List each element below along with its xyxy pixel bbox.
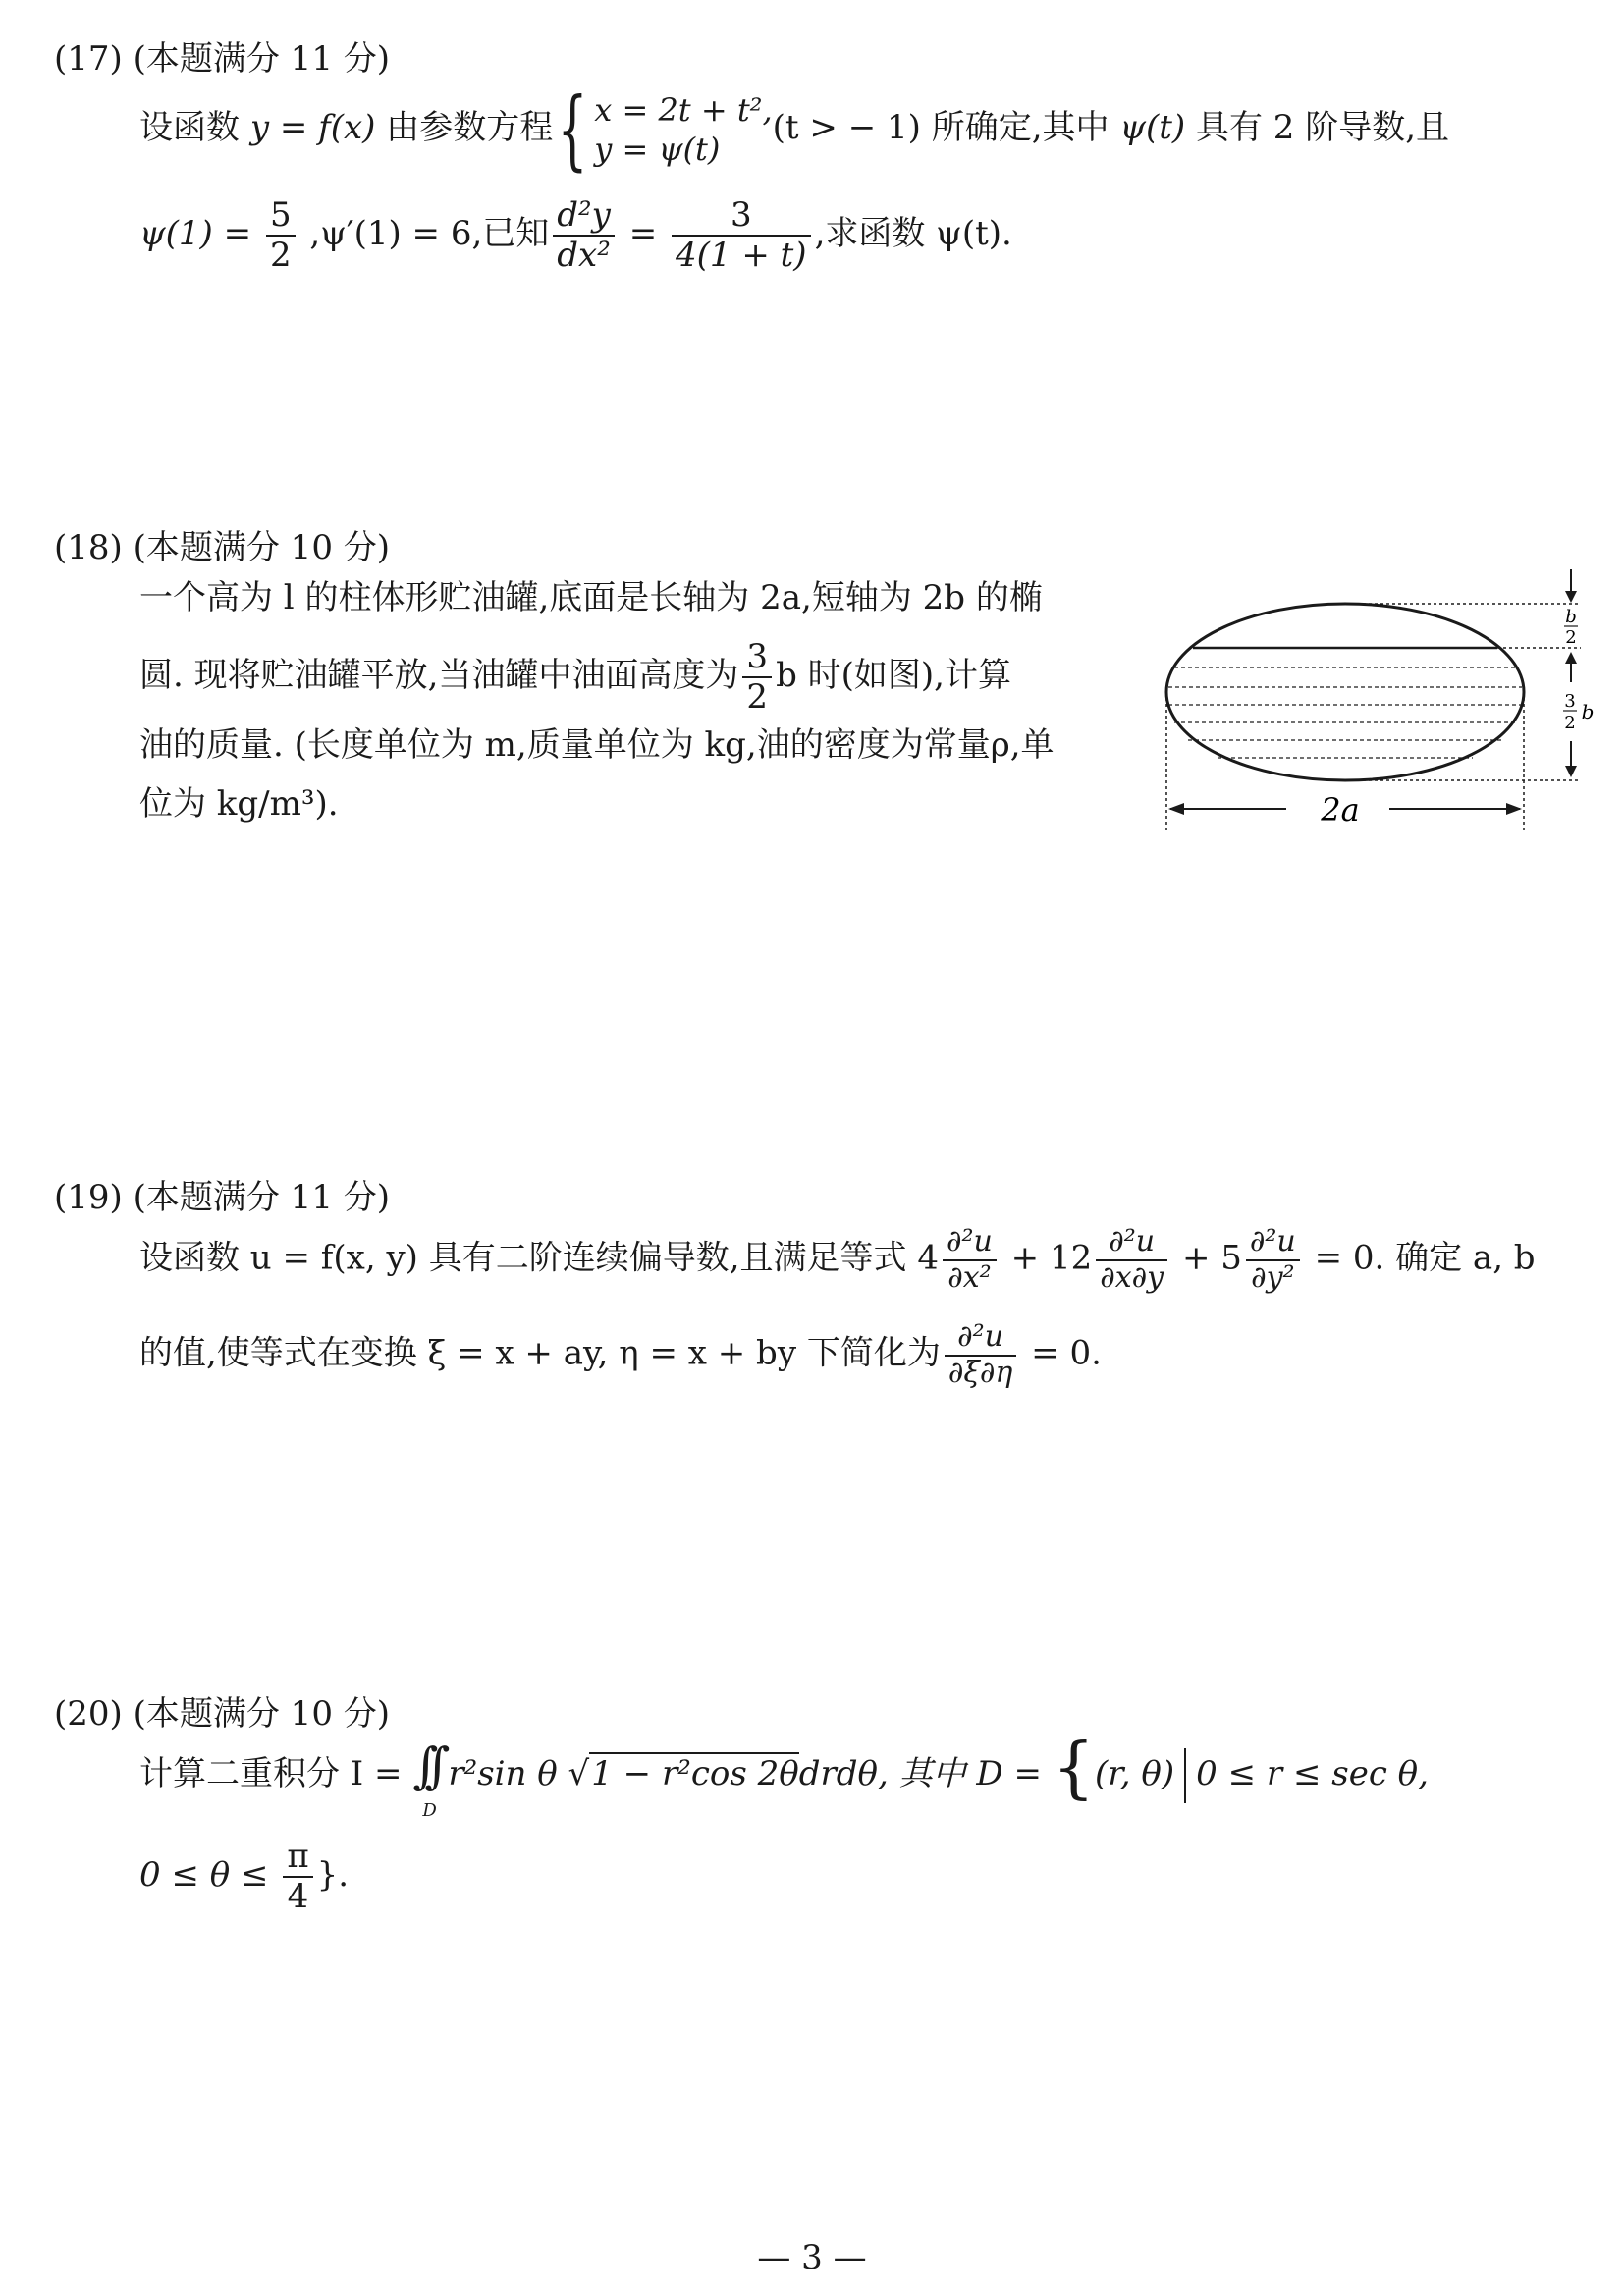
numerator: ∂²u xyxy=(1096,1225,1167,1261)
text: 具有 2 阶导数,且 xyxy=(1185,108,1450,147)
question-20-line-2 xyxy=(139,1838,349,1916)
question-18-line-3: 油的质量. (长度单位为 m,质量单位为 kg,油的密度为常量ρ,单 xyxy=(139,725,1055,765)
ellipse-outline xyxy=(1166,604,1524,780)
question-number: (19) xyxy=(54,1178,123,1217)
set-condition-r: 0 ≤ r ≤ sec θ, xyxy=(1196,1754,1429,1793)
set-close: }. xyxy=(316,1855,350,1896)
text: = 0. 确定 a, b xyxy=(1303,1238,1536,1278)
label-width: 2a xyxy=(1321,791,1360,828)
question-score: (本题满分 11 分) xyxy=(133,1178,391,1217)
width-arrow-left-head xyxy=(1168,803,1184,815)
question-19-line-1 xyxy=(139,1225,1536,1295)
integral-domain: D xyxy=(422,1800,437,1821)
set-bar xyxy=(1184,1748,1186,1803)
numerator: 5 xyxy=(266,196,296,237)
denominator: 4(1 + t) xyxy=(676,236,807,276)
question-18-line-4: 位为 kg/m³). xyxy=(139,784,339,824)
bottom-arrow-head xyxy=(1565,766,1577,777)
rhs-fraction xyxy=(672,196,811,275)
denominator: ∂y² xyxy=(1251,1259,1295,1295)
width-arrow-right-head xyxy=(1506,803,1522,815)
label-top-num: b xyxy=(1565,607,1577,627)
fraction-3-2 xyxy=(742,638,772,717)
denominator: 2 xyxy=(269,236,292,276)
question-number: (18) xyxy=(54,528,123,567)
page-number: — 3 — xyxy=(757,2238,867,2277)
question-number: (20) xyxy=(54,1694,123,1734)
denominator: ∂ξ∂η xyxy=(947,1355,1013,1390)
label-side-num: 3 xyxy=(1564,691,1576,712)
numerator: ∂²u xyxy=(945,1320,1017,1357)
denominator: dx² xyxy=(557,236,611,276)
denominator: ∂x∂y xyxy=(1100,1259,1164,1295)
question-score: (本题满分 11 分) xyxy=(133,39,391,79)
question-score: (本题满分 10 分) xyxy=(133,528,391,567)
text: b 时(如图),计算 xyxy=(776,656,1011,696)
system-row-2: y = ψ(t) xyxy=(594,131,721,168)
partial-yy xyxy=(1246,1225,1300,1295)
text: = 0. xyxy=(1020,1333,1102,1373)
question-18-line-1: 一个高为 l 的柱体形贮油罐,底面是长轴为 2a,短轴为 2b 的椭 xyxy=(139,578,1043,617)
question-20-line-1 xyxy=(139,1730,1429,1821)
question-17-header xyxy=(54,31,390,80)
text: ,求函数 ψ(t). xyxy=(814,214,1012,254)
question-17-line-1 xyxy=(139,78,1450,180)
sqrt-body: 1 − r²cos 2θ xyxy=(591,1754,799,1793)
question-17-line-2 xyxy=(139,196,1012,275)
text: 设函数 xyxy=(139,108,250,147)
numerator: ∂²u xyxy=(1246,1225,1300,1261)
partial-xx xyxy=(943,1225,997,1295)
label-top-den: 2 xyxy=(1565,627,1577,648)
question-score: (本题满分 10 分) xyxy=(133,1694,391,1734)
numerator: ∂²u xyxy=(943,1225,997,1261)
oil-hatch-lines xyxy=(1168,667,1522,758)
oil-tank-figure xyxy=(1149,569,1600,844)
integrand-tail: drdθ, 其中 D = xyxy=(798,1754,1053,1793)
question-20-header xyxy=(54,1686,390,1735)
partial-xi-eta xyxy=(945,1320,1017,1390)
sqrt-sign: √ xyxy=(568,1754,590,1793)
integrand: r²sin θ xyxy=(448,1754,568,1793)
label-side-var: b xyxy=(1581,700,1595,723)
math-expr: y = f(x) xyxy=(249,108,376,147)
left-brace: { xyxy=(557,78,588,180)
parametric-system xyxy=(594,90,772,169)
numerator: π xyxy=(283,1838,312,1878)
numerator: d²y xyxy=(553,196,615,237)
denominator: 4 xyxy=(287,1877,309,1917)
text: 圆. 现将贮油罐平放,当油罐中油面高度为 xyxy=(139,656,739,696)
text: 设函数 u = f(x, y) 具有二阶连续偏导数,且满足等式 4 xyxy=(139,1238,939,1278)
system-row-1: x = 2t + t², xyxy=(594,91,773,129)
top-arrow-head xyxy=(1565,591,1577,603)
denominator: 2 xyxy=(746,677,769,718)
fraction-5-2 xyxy=(266,196,296,275)
text: 的值,使等式在变换 ξ = x + ay, η = x + by 下简化为 xyxy=(139,1333,941,1373)
set-left-brace: { xyxy=(1052,1730,1096,1807)
text: ,ψ′(1) = 6,已知 xyxy=(298,214,550,254)
set-condition-theta: 0 ≤ θ ≤ xyxy=(139,1855,280,1896)
question-18-line-2 xyxy=(139,638,1011,717)
math-expr: ψ(t) xyxy=(1119,108,1186,147)
equals: = xyxy=(618,214,668,254)
label-side-den: 2 xyxy=(1564,713,1576,733)
second-derivative xyxy=(553,196,615,275)
question-19-header xyxy=(54,1170,390,1218)
question-number: (17) xyxy=(54,39,123,79)
text: 由参数方程 xyxy=(375,108,554,147)
text: + 12 xyxy=(1000,1238,1093,1278)
numerator: 3 xyxy=(672,196,811,237)
double-integral-sign: ∫∫ D xyxy=(412,1737,437,1821)
text: (t > − 1) 所确定,其中 xyxy=(772,108,1120,147)
set-variables: (r, θ) xyxy=(1095,1754,1175,1793)
numerator: 3 xyxy=(742,638,772,678)
denominator: ∂x² xyxy=(947,1259,992,1295)
text: + 5 xyxy=(1171,1238,1242,1278)
question-19-line-2 xyxy=(139,1320,1102,1390)
partial-xy xyxy=(1096,1225,1167,1295)
math-expr: ψ(1) = xyxy=(139,214,262,254)
text: 计算二重积分 I = xyxy=(139,1754,413,1793)
fraction-pi-4 xyxy=(283,1838,312,1916)
question-18-header xyxy=(54,520,390,568)
